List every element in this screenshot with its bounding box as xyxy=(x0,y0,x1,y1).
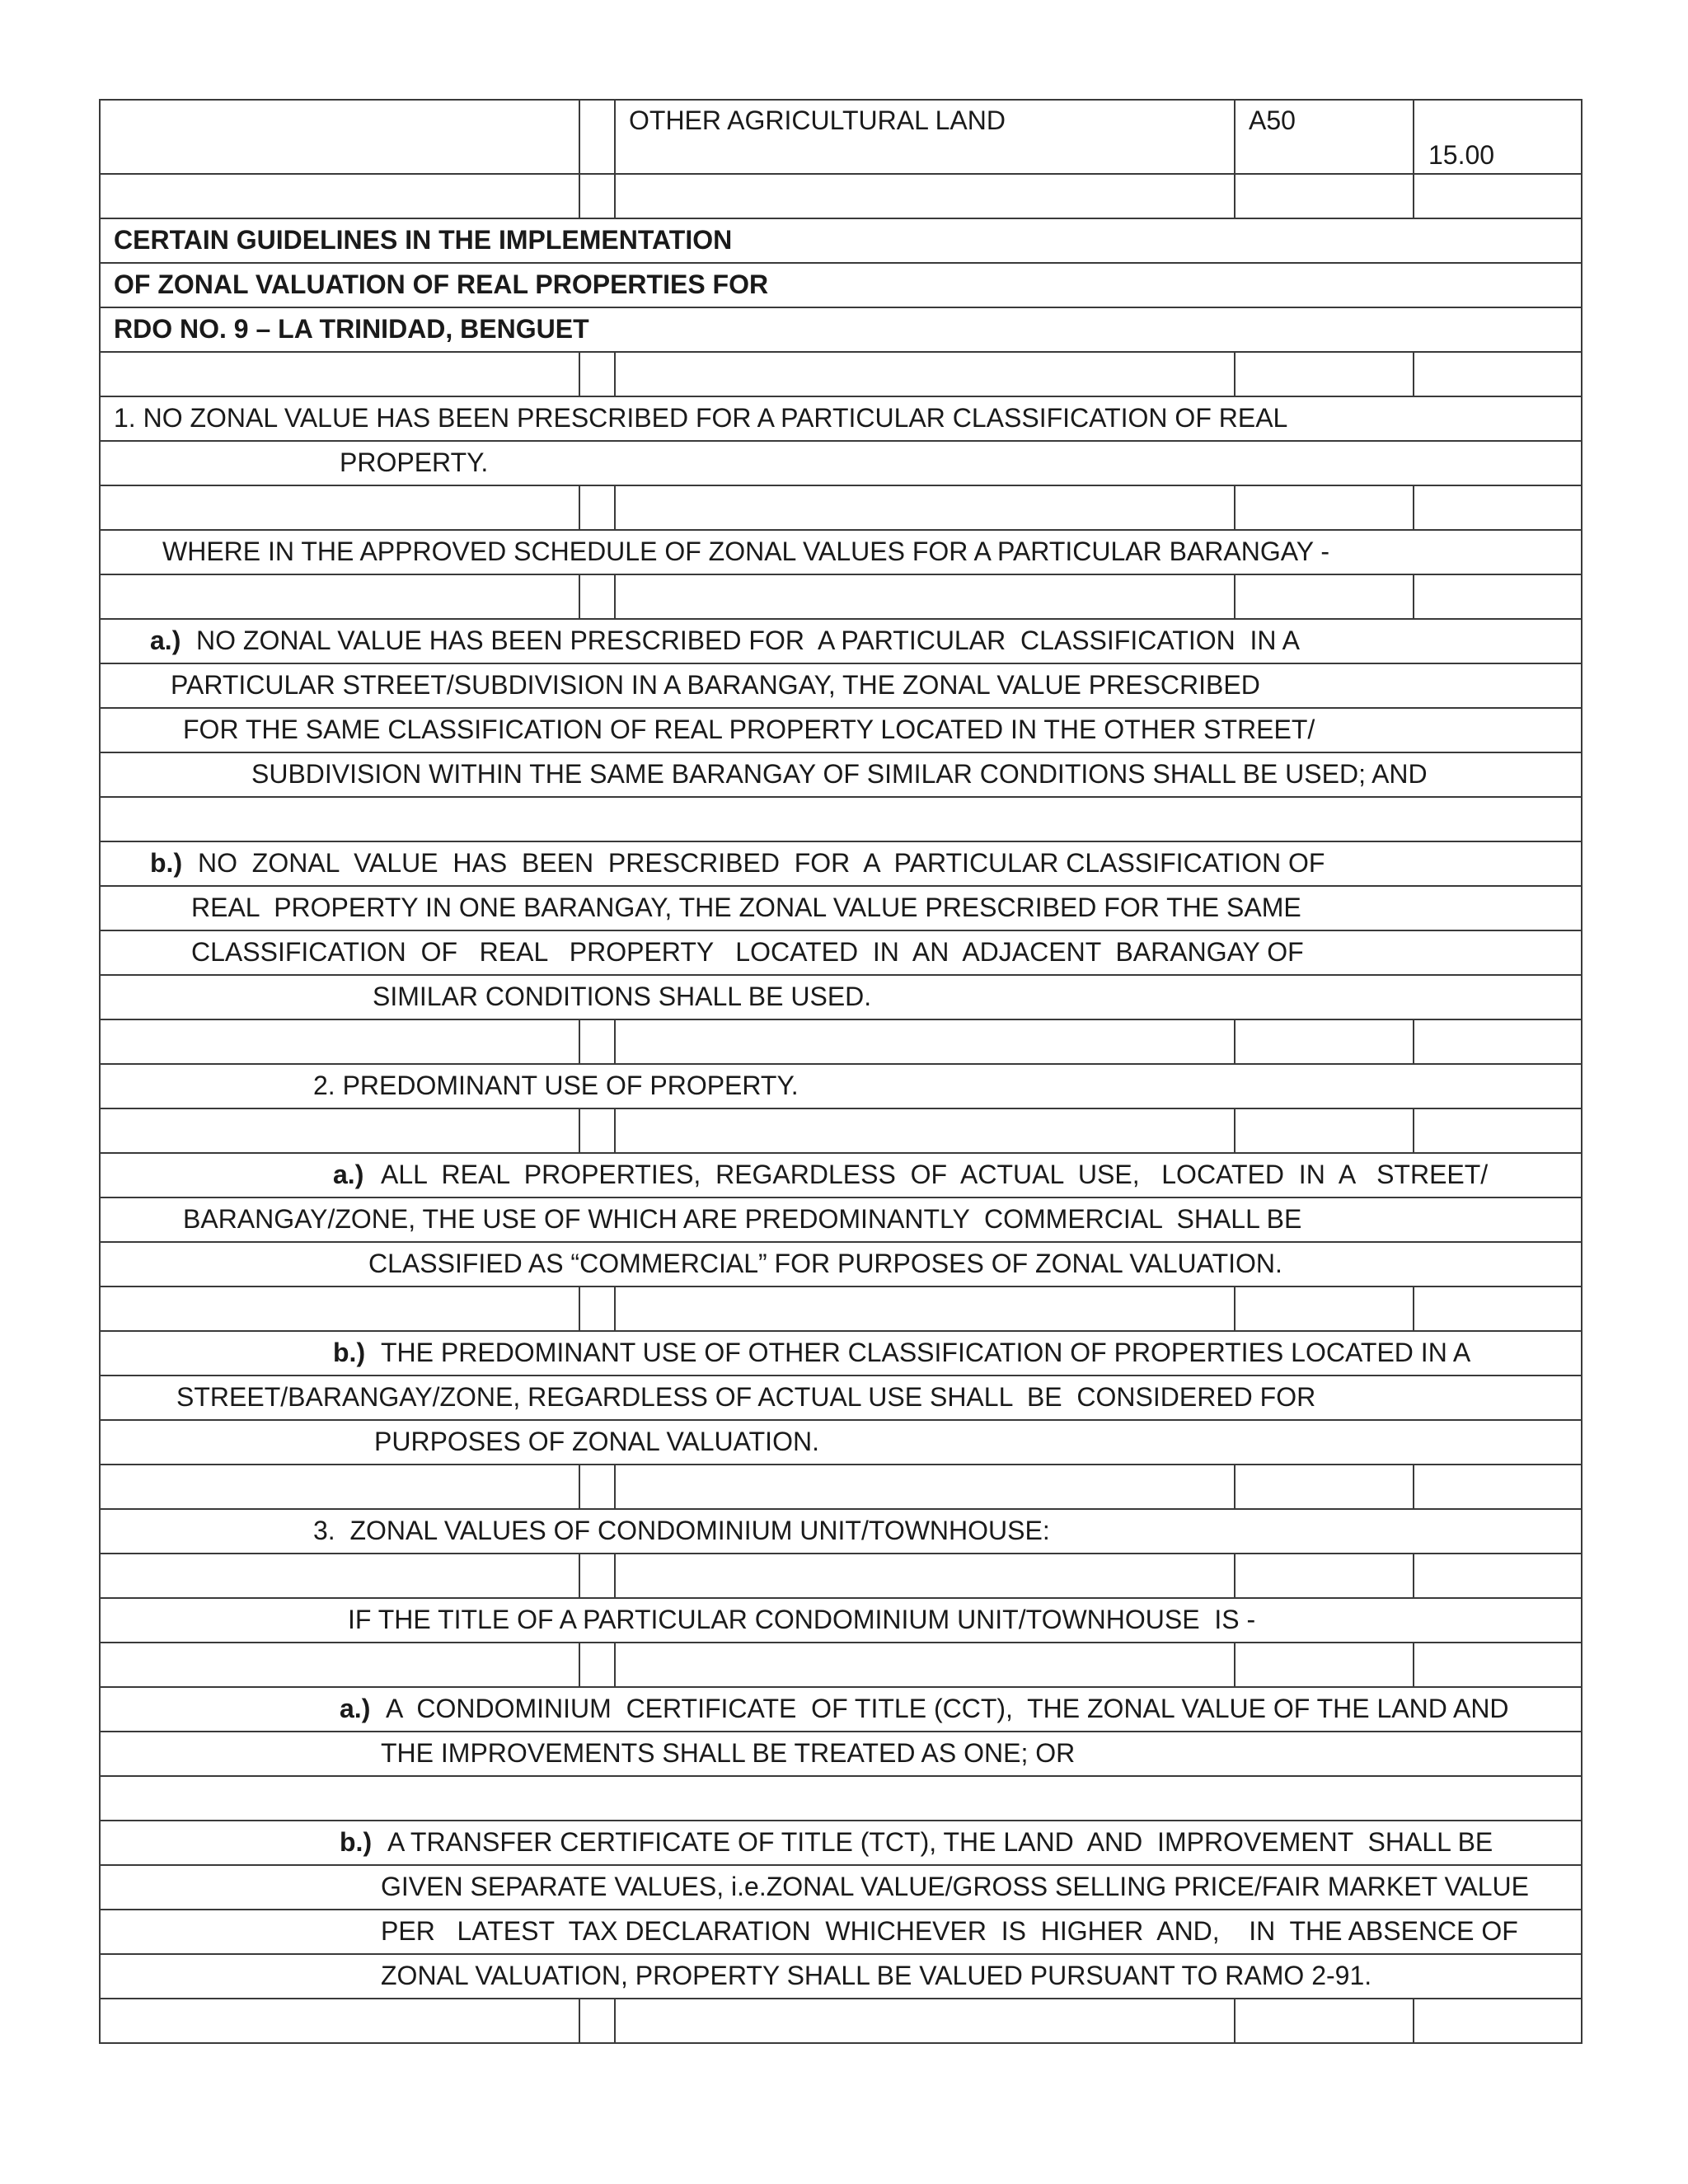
text-row xyxy=(99,974,1582,1019)
section-3-item-a-line: A CONDOMINIUM CERTIFICATE OF TITLE (CCT), THE ZONAL VALUE OF THE LAND AND xyxy=(386,1694,1509,1723)
section-1-title: 1. NO ZONAL VALUE HAS BEEN PRESCRIBED FOR A PARTICULAR CLASSIFICATION OF REAL xyxy=(114,403,1288,433)
classification-description: OTHER AGRICULTURAL LAND xyxy=(629,105,1006,135)
table-row-agricultural-land xyxy=(99,99,1582,173)
empty-row xyxy=(99,796,1582,841)
text-row xyxy=(99,1197,1582,1241)
empty-row xyxy=(99,1642,1582,1686)
empty-row xyxy=(99,1464,1582,1508)
section-1-item-b-line: REAL PROPERTY IN ONE BARANGAY, THE ZONAL VALUE PRESCRIBED FOR THE SAME xyxy=(191,893,1301,922)
text-row xyxy=(99,752,1582,796)
text-row xyxy=(99,529,1582,574)
section-3-intro: IF THE TITLE OF A PARTICULAR CONDOMINIUM UNIT/TOWNHOUSE IS - xyxy=(348,1605,1256,1634)
section-1-item-a-line: FOR THE SAME CLASSIFICATION OF REAL PROPERTY LOCATED IN THE OTHER STREET/ xyxy=(183,715,1315,744)
classification-code: A50 xyxy=(1249,105,1296,135)
text-row xyxy=(99,1375,1582,1419)
section-3-title: 3. ZONAL VALUES OF CONDOMINIUM UNIT/TOWNHOUSE: xyxy=(313,1516,1050,1545)
empty-row xyxy=(99,351,1582,396)
text-row xyxy=(99,1909,1582,1953)
section-3-item-b-label: b.) xyxy=(340,1827,373,1857)
section-1-item-b-line: SIMILAR CONDITIONS SHALL BE USED. xyxy=(373,982,872,1011)
empty-row xyxy=(99,1775,1582,1820)
section-1-item-b-label: b.) xyxy=(150,848,183,878)
text-row xyxy=(99,707,1582,752)
text-row xyxy=(99,663,1582,707)
text-row xyxy=(99,1508,1582,1553)
section-2-item-a-line: ALL REAL PROPERTIES, REGARDLESS OF ACTUAL USE, LOCATED IN A STREET/ xyxy=(381,1160,1489,1189)
text-row xyxy=(99,1152,1582,1197)
text-row xyxy=(99,1731,1582,1775)
section-2-item-b-line: PURPOSES OF ZONAL VALUATION. xyxy=(374,1427,819,1456)
empty-row xyxy=(99,1286,1582,1330)
section-3-item-b-line: GIVEN SEPARATE VALUES, i.e.ZONAL VALUE/GROSS SELLING PRICE/FAIR MARKET VALUE xyxy=(381,1872,1529,1901)
section-2-item-a-line: CLASSIFIED AS “COMMERCIAL” FOR PURPOSES OF ZONAL VALUATION. xyxy=(368,1249,1282,1278)
section-1-item-b-line: NO ZONAL VALUE HAS BEEN PRESCRIBED FOR A PARTICULAR CLASSIFICATION OF xyxy=(198,848,1325,878)
empty-row xyxy=(99,1108,1582,1152)
text-row xyxy=(99,930,1582,974)
section-3-item-b-line: A TRANSFER CERTIFICATE OF TITLE (TCT), THE LAND AND IMPROVEMENT SHALL BE xyxy=(387,1827,1493,1857)
empty-row xyxy=(99,1553,1582,1597)
text-row xyxy=(99,1820,1582,1864)
heading-row xyxy=(99,307,1582,351)
section-1-item-a-line: NO ZONAL VALUE HAS BEEN PRESCRIBED FOR A PARTICULAR CLASSIFICATION IN A xyxy=(196,626,1300,655)
text-row xyxy=(99,618,1582,663)
text-row xyxy=(99,1597,1582,1642)
text-row xyxy=(99,1063,1582,1108)
zonal-value: 15.00 xyxy=(1428,140,1495,170)
section-1-item-a-label: a.) xyxy=(150,626,181,655)
text-row xyxy=(99,1864,1582,1909)
section-3-item-b-line: PER LATEST TAX DECLARATION WHICHEVER IS HIGHER AND, IN THE ABSENCE OF xyxy=(381,1916,1518,1946)
empty-row xyxy=(99,574,1582,618)
heading-line-2: OF ZONAL VALUATION OF REAL PROPERTIES FOR xyxy=(114,269,769,299)
text-row xyxy=(99,1330,1582,1375)
section-1-intro: WHERE IN THE APPROVED SCHEDULE OF ZONAL VALUES FOR A PARTICULAR BARANGAY - xyxy=(162,537,1330,566)
section-1-item-a-line: SUBDIVISION WITHIN THE SAME BARANGAY OF SIMILAR CONDITIONS SHALL BE USED; AND xyxy=(251,759,1428,789)
section-2-item-a-label: a.) xyxy=(333,1160,364,1189)
text-row xyxy=(99,885,1582,930)
heading-row xyxy=(99,218,1582,262)
heading-line-1: CERTAIN GUIDELINES IN THE IMPLEMENTATION xyxy=(114,225,733,255)
section-3-item-a-line: THE IMPROVEMENTS SHALL BE TREATED AS ONE; OR xyxy=(381,1738,1076,1768)
empty-row xyxy=(99,1019,1582,1063)
section-2-item-b-line: STREET/BARANGAY/ZONE, REGARDLESS OF ACTUAL USE SHALL BE CONSIDERED FOR xyxy=(176,1382,1316,1412)
text-row xyxy=(99,396,1582,440)
section-2-item-b-label: b.) xyxy=(333,1338,366,1367)
section-2-item-b-line: THE PREDOMINANT USE OF OTHER CLASSIFICATION OF PROPERTIES LOCATED IN A xyxy=(381,1338,1471,1367)
text-row xyxy=(99,841,1582,885)
section-1-title-cont: PROPERTY. xyxy=(340,448,489,477)
text-row xyxy=(99,1953,1582,1998)
section-2-title: 2. PREDOMINANT USE OF PROPERTY. xyxy=(313,1071,799,1100)
text-row xyxy=(99,1241,1582,1286)
section-3-item-a-label: a.) xyxy=(340,1694,371,1723)
text-row xyxy=(99,1419,1582,1464)
empty-row xyxy=(99,1998,1582,2044)
text-row xyxy=(99,440,1582,485)
empty-row xyxy=(99,173,1582,218)
section-3-item-b-line: ZONAL VALUATION, PROPERTY SHALL BE VALUED PURSUANT TO RAMO 2-91. xyxy=(381,1961,1372,1990)
section-1-item-b-line: CLASSIFICATION OF REAL PROPERTY LOCATED IN AN ADJACENT BARANGAY OF xyxy=(191,937,1304,967)
empty-row xyxy=(99,485,1582,529)
section-2-item-a-line: BARANGAY/ZONE, THE USE OF WHICH ARE PREDOMINANTLY COMMERCIAL SHALL BE xyxy=(183,1204,1302,1234)
heading-line-3: RDO NO. 9 – LA TRINIDAD, BENGUET xyxy=(114,314,589,344)
heading-row xyxy=(99,262,1582,307)
text-row xyxy=(99,1686,1582,1731)
section-1-item-a-line: PARTICULAR STREET/SUBDIVISION IN A BARANGAY, THE ZONAL VALUE PRESCRIBED xyxy=(171,670,1260,700)
